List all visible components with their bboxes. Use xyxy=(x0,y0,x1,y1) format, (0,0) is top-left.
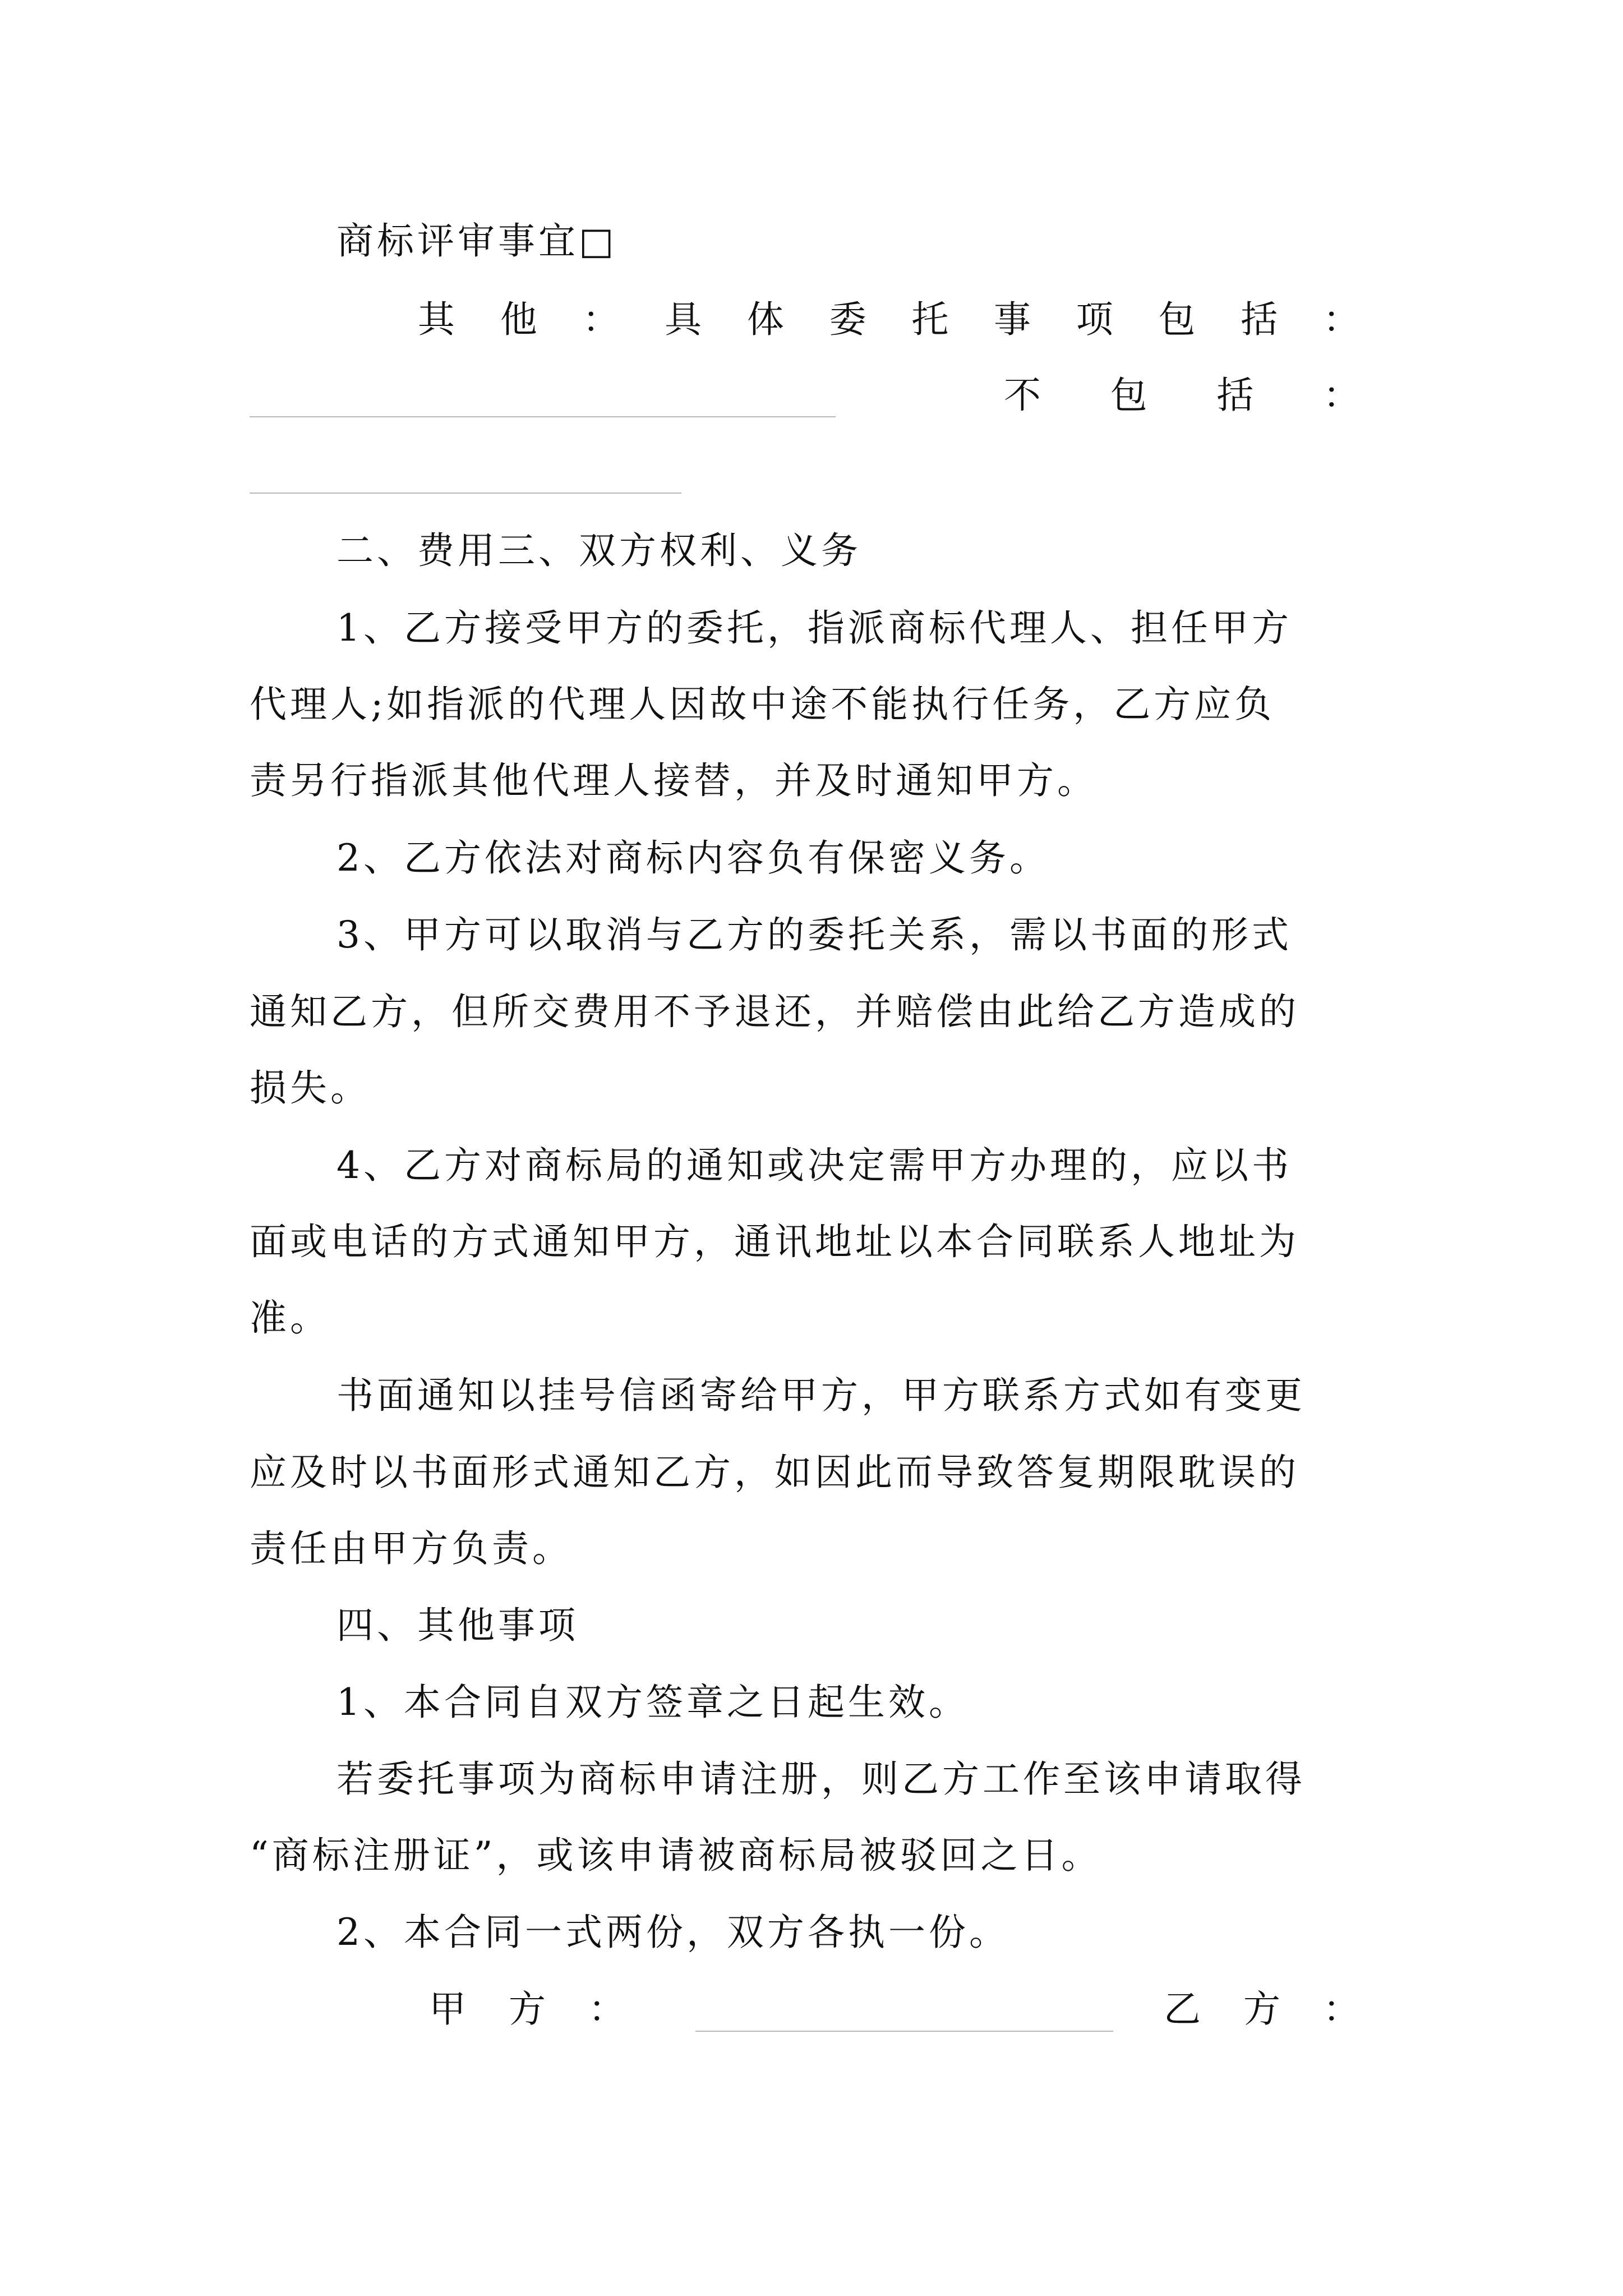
text-line-3 xyxy=(1004,373,1360,418)
text-line-2-char: 包 xyxy=(1158,298,1196,341)
text-line-6: 代理人;如指派的代理人因故中途不能执行任务，乙方应负 xyxy=(250,683,1275,726)
text-line-14: 准。 xyxy=(250,1296,330,1340)
text-line-2-char: 项 xyxy=(1076,298,1113,341)
text-line-17: 责任由甲方负责。 xyxy=(250,1527,573,1570)
text-line-2-char: 其 xyxy=(418,298,455,341)
signature-party-b-char: ： xyxy=(1323,1987,1360,2031)
text-line-12: 4、乙方对商标局的通知或决定需甲方办理的，应以书 xyxy=(336,1144,1292,1187)
text-line-2-char: ： xyxy=(1322,298,1360,341)
text-line-2-char: ： xyxy=(582,298,620,341)
signature-party-a-char: ： xyxy=(588,1987,625,2031)
text-line-3-char: 括 xyxy=(1216,374,1254,417)
blank-line-2 xyxy=(250,493,681,494)
text-line-2-char: 托 xyxy=(911,298,949,341)
text-line-2-char: 体 xyxy=(746,298,784,341)
signature-party-b-char: 方 xyxy=(1243,1987,1280,2031)
text-line-2-char: 括 xyxy=(1241,298,1278,341)
signature-party-b xyxy=(1164,1987,1360,2032)
text-line-8: 2、乙方依法对商标内容负有保密义务。 xyxy=(336,836,1050,880)
signature-party-a-char: 方 xyxy=(509,1987,546,2031)
text-line-7: 责另行指派其他代理人接替，并及时通知甲方。 xyxy=(250,759,1098,802)
text-line-22: 2、本合同一式两份，双方各执一份。 xyxy=(336,1911,1009,1954)
text-line-3-char: 包 xyxy=(1110,374,1147,417)
text-line-3-char: 不 xyxy=(1004,374,1041,417)
text-line-16: 应及时以书面形式通知乙方，如因此而导致答复期限耽误的 xyxy=(250,1451,1299,1494)
signature-blank-a xyxy=(695,2031,1113,2032)
text-line-20: 若委托事项为商标申请注册，则乙方工作至该申请取得 xyxy=(336,1757,1306,1801)
signature-party-a-char: 甲 xyxy=(429,1987,466,2031)
text-line-2-char: 他 xyxy=(500,298,537,341)
text-line-2-char: 事 xyxy=(994,298,1031,341)
text-line-4: 二、费用三、双方权利、义务 xyxy=(336,529,861,572)
text-line-10: 通知乙方，但所交费用不予退还，并赔偿由此给乙方造成的 xyxy=(250,990,1299,1033)
text-line-1: 商标评审事宜□ xyxy=(336,219,617,263)
text-line-3-char: ： xyxy=(1322,374,1360,417)
text-line-2-char: 具 xyxy=(665,298,702,341)
text-line-9: 3、甲方可以取消与乙方的委托关系，需以书面的形式 xyxy=(336,913,1292,956)
text-line-5: 1、乙方接受甲方的委托，指派商标代理人、担任甲方 xyxy=(336,606,1292,650)
text-line-15: 书面通知以挂号信函寄给甲方，甲方联系方式如有变更 xyxy=(336,1374,1306,1417)
text-line-11: 损失。 xyxy=(250,1066,371,1110)
text-line-18: 四、其他事项 xyxy=(336,1604,579,1647)
text-line-21: “商标注册证”，或该申请被商标局被驳回之日。 xyxy=(250,1834,1102,1877)
text-line-2-char: 委 xyxy=(829,298,866,341)
text-line-13: 面或电话的方式通知甲方，通讯地址以本合同联系人地址为 xyxy=(250,1220,1299,1263)
text-line-2 xyxy=(418,297,1360,342)
signature-party-b-char: 乙 xyxy=(1164,1987,1201,2031)
blank-line-1 xyxy=(250,416,836,417)
text-line-19: 1、本合同自双方签章之日起生效。 xyxy=(336,1681,969,1724)
signature-party-a xyxy=(429,1987,625,2032)
